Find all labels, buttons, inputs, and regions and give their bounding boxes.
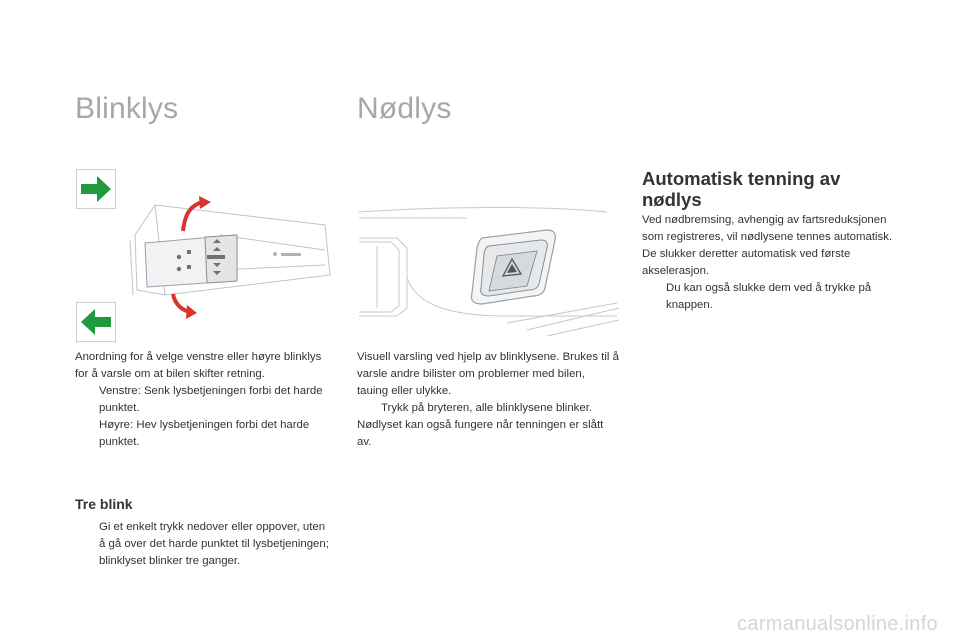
bullet-text: Høyre: Hev lysbetjeningen forbi det harde punktet. [99, 419, 310, 448]
left-arrow-icon [76, 302, 116, 342]
indicator-stalk-illustration [125, 195, 335, 320]
hazard-switch-illustration [357, 198, 619, 336]
tre-blink-text [75, 519, 330, 570]
bullet-text: Du kan også slukke dem ved å trykke på knappen. [666, 282, 872, 311]
section-title-blinklys: Blinklys [75, 92, 179, 125]
nodlys-para1: Visuell varsling ved hjelp av blinklysene. Brukes til å varsle andre bilister om problemer med bilen, tauing eller ulykke. [357, 351, 619, 397]
nodlys-para2: Nødlyset kan også fungere når tenningen er slått av. [357, 419, 604, 448]
automatisk-text [642, 212, 907, 314]
section-title-nodlys: Nødlys [357, 92, 452, 125]
heading-automatisk-tenning: Automatisk tenning av nødlys [642, 168, 841, 210]
bullet-text: Venstre: Senk lysbetjeningen forbi det harde punktet. [99, 385, 323, 414]
bullet-nodlys [357, 400, 619, 417]
bullet-text: Gi et enkelt trykk nedover eller oppover, uten å gå over det harde punktet til lysbetjeningen; blinklyset blinker tre ganger. [99, 521, 329, 567]
bullet-automatisk [642, 280, 907, 314]
blinklys-intro: Anordning for å velge venstre eller høyre blinklys for å varsle om at bilen skifter retning. [75, 351, 322, 380]
bullet-tre-blink [75, 519, 330, 570]
automatisk-para1: Ved nødbremsing, avhengig av fartsreduksjonen som registreres, vil nødlysene tennes automatisk. [642, 214, 893, 243]
right-arrow-icon [76, 169, 116, 209]
bullet-hoyre [75, 417, 335, 451]
automatisk-para2: De slukker deretter automatisk ved første akselerasjon. [642, 248, 851, 277]
heading-tre-blink: Tre blink [75, 496, 133, 512]
bullet-venstre [75, 383, 335, 417]
nodlys-text [357, 349, 619, 451]
blinklys-text [75, 349, 335, 451]
bullet-text: Trykk på bryteren, alle blinklysene blinker. [381, 402, 593, 414]
watermark-text: carmanualsonline.info [737, 613, 938, 635]
